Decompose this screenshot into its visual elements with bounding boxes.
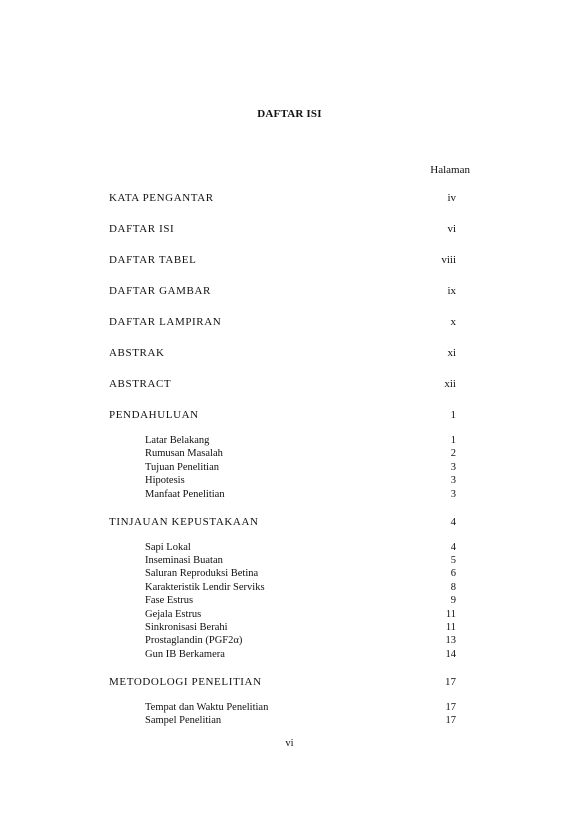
toc-chapter-entry — [109, 222, 456, 236]
footer-page-number: vi — [285, 738, 294, 749]
toc-chapter-entry — [109, 346, 456, 360]
toc-section-entry — [145, 567, 456, 580]
toc-entry-label: TINJAUAN KEPUSTAKAAN — [109, 515, 259, 528]
toc-entry-page-number: 6 — [450, 568, 456, 580]
toc-entry-label: Sampel Penelitian — [145, 715, 222, 727]
toc-entry-label: Inseminasi Buatan — [145, 555, 223, 566]
toc-section-entry — [145, 554, 456, 567]
toc-entry-label: Gejala Estrus — [145, 608, 202, 620]
toc-section-entry — [145, 581, 456, 594]
toc-chapter-entry — [109, 408, 456, 422]
toc-chapter-entry — [109, 284, 456, 298]
toc-section-entry — [145, 461, 456, 474]
toc-entry-label: DAFTAR TABEL — [109, 254, 197, 266]
toc-entry-label: Rumusan Masalah — [145, 448, 223, 460]
toc-entry-label: Prostaglandin (PGF2α) — [145, 635, 243, 647]
toc-entry-label: PENDAHULUAN — [109, 409, 199, 421]
toc-entry-label: Gun IB Berkamera — [145, 648, 225, 660]
toc-entry-page-number: 11 — [445, 608, 456, 620]
toc-entry-label: Hipotesis — [145, 475, 185, 487]
toc-entry-label: Karakteristik Lendir Serviks — [145, 581, 265, 593]
toc-chapter-entry — [109, 377, 456, 391]
toc-entry-page-number: 14 — [445, 648, 456, 660]
toc-chapter-entry — [109, 675, 456, 689]
toc-section-entry — [145, 714, 456, 727]
toc-entry-page-number: 3 — [450, 461, 456, 473]
toc-entry-page-number: 9 — [450, 595, 456, 607]
toc-entry-page-number: xi — [447, 347, 456, 359]
toc-entry-page-number: x — [450, 316, 456, 328]
toc-entry-page-number: ix — [447, 285, 456, 297]
toc-section-entry — [145, 447, 456, 460]
toc-section-entry — [145, 608, 456, 621]
toc-entry-page-number: 4 — [450, 541, 456, 553]
toc-chapter-entry — [109, 515, 456, 529]
toc-entry-page-number: 2 — [450, 448, 456, 460]
toc-section-entry — [145, 488, 456, 501]
toc-entry-page-number: 3 — [450, 475, 456, 487]
toc-chapter-entry — [109, 315, 456, 329]
toc-entry-page-number: 17 — [445, 675, 456, 688]
toc-section-entry — [145, 434, 456, 447]
toc-entry-label: Tempat dan Waktu Penelitian — [145, 701, 269, 713]
toc-entry-label: Latar Belakang — [145, 435, 210, 446]
toc-entry-page-number: xii — [444, 378, 456, 390]
toc-chapter-entry — [109, 253, 456, 267]
toc-entry-page-number: 13 — [445, 635, 456, 647]
toc-entry-page-number: 1 — [450, 409, 456, 421]
toc-entry-page-number: 1 — [450, 435, 456, 446]
toc-entry-page-number: vi — [447, 223, 456, 235]
page-column-header: Halaman — [430, 164, 470, 176]
toc-section-entry — [145, 621, 456, 634]
toc-entry-label: ABSTRAK — [109, 347, 165, 359]
toc-entry-label: ABSTRACT — [109, 378, 172, 390]
toc-entry-label: KATA PENGANTAR — [109, 192, 214, 204]
toc-entry-label: DAFTAR ISI — [109, 223, 175, 235]
toc-entry-label: DAFTAR LAMPIRAN — [109, 316, 222, 328]
toc-section-entry — [145, 594, 456, 607]
toc-section-entry — [145, 634, 456, 647]
toc-entry-page-number: 8 — [450, 581, 456, 593]
toc-entry-label: DAFTAR GAMBAR — [109, 285, 211, 297]
toc-entry-label: METODOLOGI PENELITIAN — [109, 675, 262, 688]
toc-entry-page-number: 11 — [445, 622, 456, 633]
toc-entry-label: Sapi Lokal — [145, 541, 191, 553]
toc-entry-label: Sinkronisasi Berahi — [145, 622, 228, 633]
toc-entry-label: Fase Estrus — [145, 595, 194, 607]
toc-section-entry — [145, 648, 456, 661]
toc-entry-label: Saluran Reproduksi Betina — [145, 568, 259, 580]
page-title: DAFTAR ISI — [257, 108, 322, 120]
toc-entry-page-number: 17 — [445, 715, 456, 727]
toc-section-entry — [145, 541, 456, 554]
toc-chapter-entry — [109, 191, 456, 205]
toc-section-entry — [145, 474, 456, 487]
toc-entry-page-number: 17 — [445, 701, 456, 713]
toc-entry-page-number: 5 — [450, 555, 456, 566]
toc-entry-page-number: iv — [447, 192, 456, 204]
toc-entry-label: Manfaat Penelitian — [145, 488, 225, 500]
toc-entry-page-number: 3 — [450, 488, 456, 500]
toc-entry-label: Tujuan Penelitian — [145, 461, 219, 473]
toc-section-entry — [145, 701, 456, 714]
toc-entry-page-number: viii — [441, 254, 456, 266]
toc-entry-page-number: 4 — [450, 515, 456, 528]
